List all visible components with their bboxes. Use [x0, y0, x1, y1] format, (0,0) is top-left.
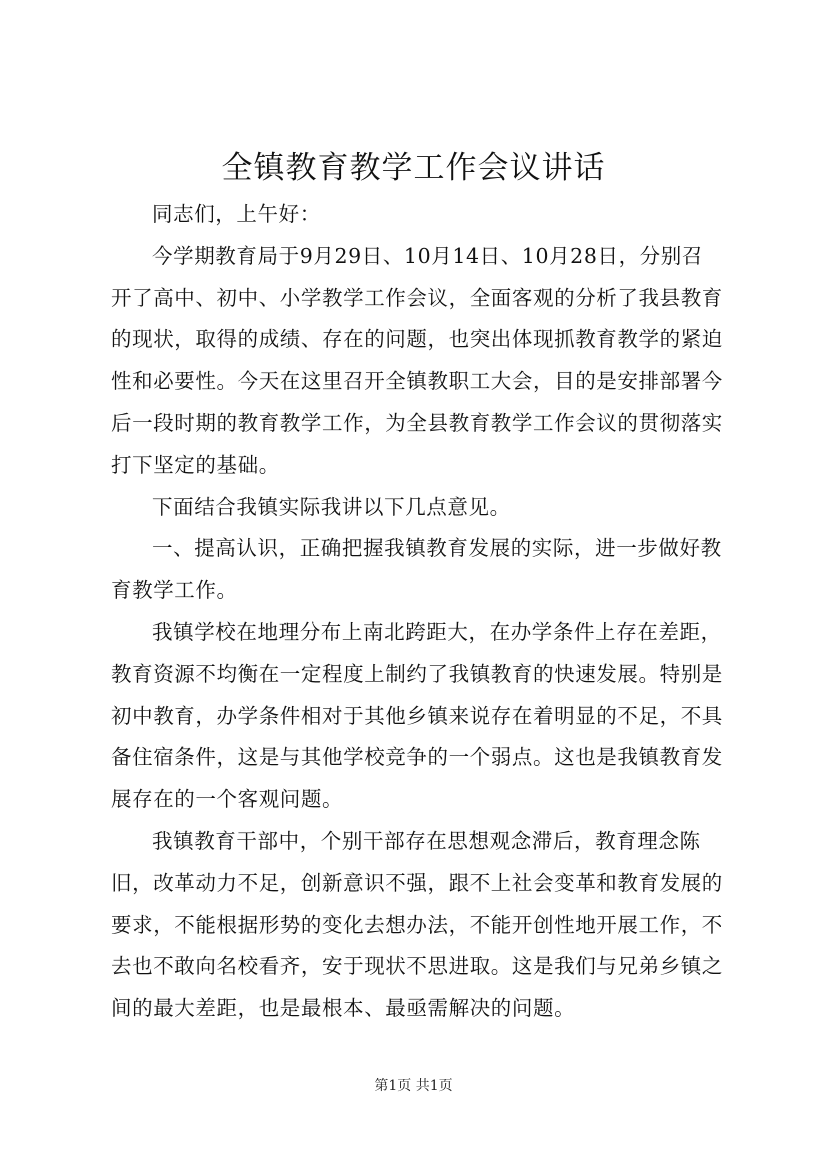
page-number-footer: 第1页 共1页 — [374, 1078, 453, 1094]
body-paragraph: 今学期教育局于9月29日、10月14日、10月28日，分别召开了高中、初中、小学教学工作会议，全面客观的分析了我县教育的现状，取得的成绩、存在的问题，也突出体现抓教育教学的紧迫性和必要性。今天在这里召开全镇教职工大会，目的是安排部署今后一段时期的教育教学工作，为全县教育教学工作会议的贯彻落实打下坚定的基础。 — [111, 243, 723, 477]
body-paragraph: 我镇教育干部中，个别干部存在思想观念滞后，教育理念陈旧，改革动力不足，创新意识不强，跟不上社会变革和教育发展的要求，不能根据形势的变化去想办法，不能开创性地开展工作，不去也不敢向名校看齐，安于现状不思进取。这是我们与兄弟乡镇之间的最大差距，也是最根本、最亟需解决的问题。 — [111, 828, 723, 1021]
document-title: 全镇教育教学工作会议讲话 — [221, 150, 606, 186]
document-body — [111, 194, 723, 1030]
body-paragraph: 下面结合我镇实际我讲以下几点意见。 — [152, 494, 511, 519]
body-paragraph: 我镇学校在地理分布上南北跨距大，在办学条件上存在差距，教育资源不均衡在一定程度上制约了我镇教育的快速发展。特别是初中教育，办学条件相对于其他乡镇来说存在着明显的不足，不具备住宿条件，这是与其他学校竞争的一个弱点。这也是我镇教育发展存在的一个客观问题。 — [111, 619, 723, 812]
greeting-paragraph: 同志们，上午好： — [152, 202, 321, 226]
section-heading: 一、提高认识，正确把握我镇教育发展的实际，进一步做好教育教学工作。 — [111, 536, 722, 603]
